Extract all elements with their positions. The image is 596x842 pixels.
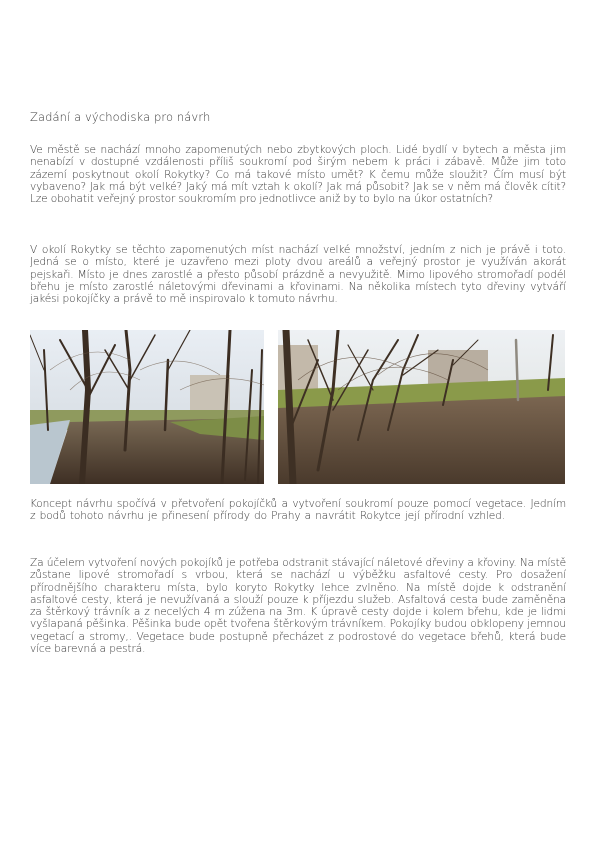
section-heading: Zadání a východiska pro návrh [30, 110, 211, 124]
site-photo-right-image [278, 330, 565, 484]
site-photo-left-image [30, 330, 264, 484]
site-photo-left [30, 330, 264, 484]
paragraph-site-description: V okolí Rokytky se těchto zapomenutých míst nachází velké množství, jedním z nich je právě i toto. Jedná se o místo, které je uzavřeno mezi ploty dvou areálů a veřejný prostor je využíván akorát pejskaři. Místo je dnes zarostlé a přesto působí prázdně a nevyužitě. Mimo lipového stromořadí podél břehu je místo zarostlé náletovými dřevinami a křovinami. Na několika místech tyto dřeviny vytváří jakési pokojíčky a právě to mě inspirovalo k tomuto návrhu. [30, 244, 566, 306]
site-photo-right [278, 330, 565, 484]
paragraph-intro-questions: Ve městě se nachází mnoho zapomenutých nebo zbytkových ploch. Lidé bydlí v bytech a města jim nenabízí v dostupné vzdálenosti příliš soukromí pod širým nebem k práci i zábavě. Může jim toto zázemí poskytnout okolí Rokytky? Co má takové místo umět? K čemu může sloužit? Čím musí být vybaveno? Jak má být velké? Jaký má mít vztah k okolí? Jak má působit? Jak se v něm má člověk cítit? Lze obohatit veřejný prostor soukromím pro jednotlivce aniž by to bylo na úkor ostatních? [30, 144, 566, 206]
paragraph-concept: Koncept návrhu spočívá v přetvoření pokojíčků a vytvoření soukromí pouze pomocí vegetace. Jedním z bodů tohoto návrhu je přinesení přírody do Prahy a navrátit Rokytce její přírodní vzhled. [30, 498, 566, 523]
paragraph-design-proposal: Za účelem vytvoření nových pokojíků je potřeba odstranit stávající náletové dřeviny a křoviny. Na místě zůstane lipové stromořadí s vrbou, která se nachází u výběžku asfaltové cesty. Pro dosažení přírodnějšího charakteru místa, bylo koryto Rokytky lehce zvlněno. Na místě dojde k odstranění asfaltové cesty, která je nevužívaná a slouží pouze k příjezdu služeb. Asfaltová cesta bude zaměněna za štěrkový trávník a z necelých 4 m zúžena na 3m. K úpravě cesty dojde i kolem břehu, kde je lidmi vyšlapaná pěšinka. Pěšinka bude opět tvořena štěrkovým trávníkem. Pokojíky budou obklopeny jemnou vegetací a stromy,. Vegetace bude postupně přecházet z podrostové do vegetace břehů, která bude více barevná a pestrá. [30, 557, 566, 656]
